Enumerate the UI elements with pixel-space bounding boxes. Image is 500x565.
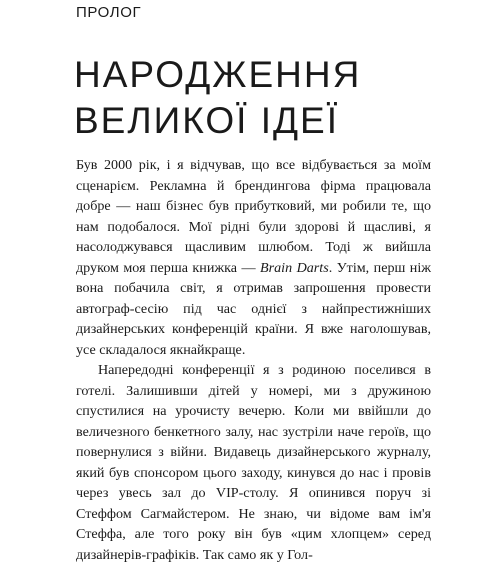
paragraph-2: Напередодні конференції я з родиною поселився в готелі. Залишивши дітей у номері, ми з дружиною спустилися на урочисту вечерю. Коли ми ввійшли до величезного бенкетного залу, нас зустріли наче героїв, що повернулися з війни. Видавець дизайнерського журналу, який був спонсором цього заходу, кинувся до нас і провів через увесь зал до VIP-столу. Я опинився поруч зі Стеффом Сагмайстером. Не знаю, чи відоме вам ім'я Стеффа, але того року він був «цим хлопцем» серед дизайнерів-графіків. Так само як у Гол- (76, 362, 431, 563)
paragraph-1-text-b: . Утім, перш ніж вона побачила світ, я отримав запрошення провести автограф-сесію під час однієї з найпрестижніших дизайнерських конференцій країни. Я вже наголошував, усе складалося якнайкраще. (76, 259, 432, 358)
chapter-title (74, 52, 474, 144)
chapter-title-line-2: ВЕЛИКОЇ ІДЕЇ (74, 100, 340, 141)
chapter-title-line-1: НАРОДЖЕННЯ (74, 54, 362, 95)
paragraph-1 (76, 155, 431, 360)
section-label: ПРОЛОГ (76, 4, 142, 21)
body-text (76, 155, 431, 565)
paragraph-1-text-a: Був 2000 рік, і я відчував, що все відбувається за моїм сценарієм. Рекламна й брендингова фірма працювала добре — наш бізнес був прибутковий, ми робили те, що нам подобалося. Мої рідні були здорові й щасливі, я насолоджувався щасливим шлюбом. Тоді ж вийшла друком моя перша книжка — (76, 157, 431, 276)
book-title-italic: Brain Darts (260, 259, 329, 276)
